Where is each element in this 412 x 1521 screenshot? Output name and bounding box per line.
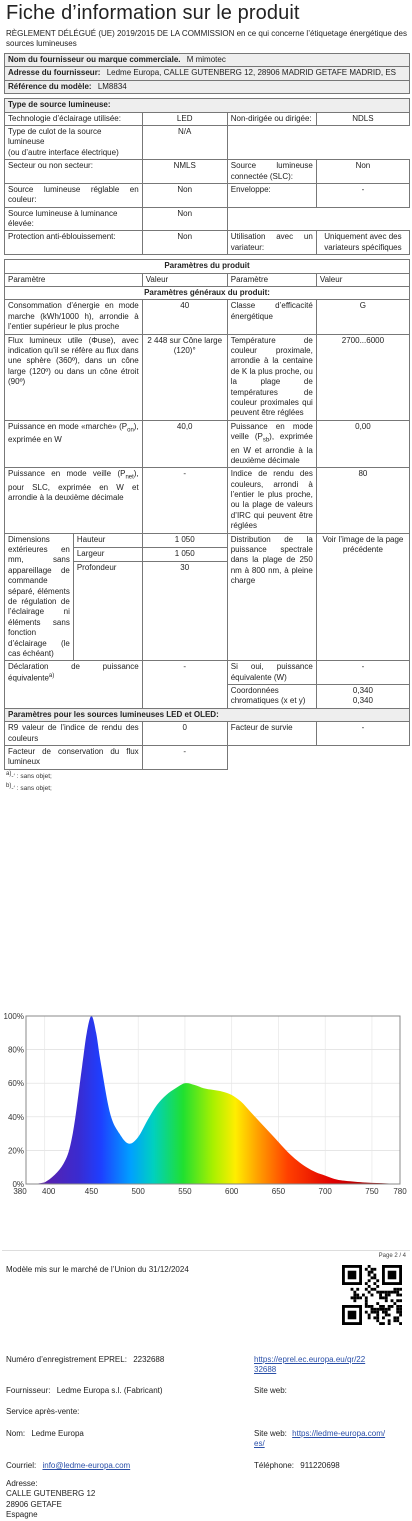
nondir-value: NDLS [316,112,409,125]
width-label: Largeur [73,547,142,561]
footnote-b: $^{b)}$-‘ : sans objet; [6,782,52,793]
params-heading: Paramètres du produit [5,260,410,273]
x-tick-label: 400 [42,1187,56,1196]
col-value-1: Valeur [142,273,227,286]
tech-label: Technologie d’éclairage utilisée: [5,112,143,125]
x-tick-label: 500 [131,1187,145,1196]
color-label: Source lumineuse réglable en couleur: [5,183,143,207]
pon-label: Puissance en mode «marche» $(P_{on})$, exprimée en W [5,420,143,468]
cap-value: N/A [142,125,227,159]
x-tick-labels [13,1187,407,1196]
y-tick-label: 80% [7,1045,24,1055]
x-tick-label: 380 [13,1187,27,1196]
spd-value: Voir l’image de la page précédente [316,533,409,661]
nondir-label: Non-dirigée ou dirigée: [227,112,316,125]
spd-label: Distribution de la puissance spectrale dans la plage de 250 nm à 800 nm, à pleine charge [227,533,316,661]
cct-value: 2700...6000 [316,334,409,420]
width-value: 1 050 [142,547,227,561]
r9-value: 0 [142,722,227,746]
x-tick-label: 600 [225,1187,239,1196]
model-ref-value: LM8834 [97,81,127,91]
address-line: Espagne [6,1510,38,1520]
pnet-label: Puissance en mode veille $(P_{net})$, pour SLC, exprimée en W et arrondie à la deuxième décimale [5,468,143,533]
general-params-heading: Paramètres généraux du produit: [5,287,410,300]
y-tick-label: 100% [3,1012,24,1021]
address-line: 28906 GETAFE [6,1499,62,1509]
service-name-label: Nom: [6,1429,26,1438]
height-value: 1 050 [142,533,227,547]
site-label-2: Site web: [254,1429,287,1438]
phone-label: Téléphone: [254,1461,295,1470]
model-ref-row [5,80,410,93]
dimmer-label: Utilisation avec un variateur: [227,231,316,255]
spectrum-svg [0,1010,412,1200]
cap-label: Type de culot de la source lumineuse [8,126,102,147]
x-tick-label: 700 [318,1187,332,1196]
supplier-name-row [5,54,410,67]
email-link[interactable]: info@ledme-europa.com [42,1461,131,1470]
product-info-sheet [4,0,410,795]
equiv-w-label: Si oui, puissance équivalente (W) [227,661,316,685]
equiv-w-value: - [316,661,409,685]
spectrum-area [26,1016,400,1184]
address-line: CALLE GUTENBERG 12 [6,1489,96,1499]
equiv-value: - [142,661,227,709]
email-label: Courriel: [6,1461,37,1470]
depth-label: Profondeur [73,562,142,661]
equiv-label: Déclaration de puissance équivalente$^{a)}$ [5,661,143,709]
col-param-1: Paramètre [5,273,143,286]
pnet-value: - [142,468,227,533]
psb-label: Puissance en mode veille $(P_{sb})$, exprimée en W et arrondie à la deuxième décimale [227,420,316,468]
supplier-value: Ledme Europa s.l. (Fabricant) [56,1386,163,1395]
r9-label: R9 valeur de l’indice de rendu des couleurs [5,722,143,746]
maint-label: Facteur de conservation du flux lumineux [5,746,143,770]
y-tick-label: 0% [12,1180,24,1189]
depth-value: 30 [142,562,227,661]
supplier-address-row [5,67,410,80]
page-number: Page 2 / 4 [378,1253,406,1259]
cri-value: 80 [316,468,409,533]
x-tick-label: 650 [271,1187,286,1196]
x-tick-label: 780 [393,1187,407,1196]
supplier-name-value: M mimotec [186,55,226,64]
energy-label: Consommation d’énergie en mode marche (kWh/1000 h), arrondie à l’entier supérieur le plus proche [5,300,143,334]
y-tick-label: 40% [7,1112,24,1122]
chroma-label: Coordonnées chromatiques (x et y) [227,685,316,709]
spectrum-chart [0,1010,412,1200]
chroma-x: 0,340 [352,686,373,696]
col-value-2: Valeur [316,273,409,286]
y-tick-label: 20% [7,1146,24,1156]
cap-note: (ou d’autre interface électrique) [8,147,119,157]
dimmer-value: Uniquement avec des variateurs spécifiques [316,231,409,255]
y-tick-labels [4,1012,24,1189]
envelope-value: - [316,183,409,207]
service-label: Service après-vente: [6,1407,80,1416]
footnote-a: $^{a)}$-‘ : sans objet; [6,770,52,780]
height-label: Hauteur [73,533,142,547]
cap-label-cell [5,125,143,159]
high-luminance-label: Source lumineuse à luminance élevée: [5,207,143,231]
psb-value: 0,00 [316,420,409,468]
maint-value: - [142,746,227,770]
model-ref-label: Référence du modèle: [8,81,92,91]
x-tick-label: 450 [84,1187,99,1196]
slc-value: Non [316,160,409,184]
site-link[interactable]: https://ledme-europa.com/ es/ [254,1429,386,1449]
eprel-link-block [254,1355,404,1376]
site-row-2 [254,1429,410,1450]
regulation-subtitle: RÈGLEMENT DÉLÉGUÉ (UE) 2019/2015 DE LA COMMISSION en ce qui concerne l’étiquetage énergétique des sources lumineuses [6,29,407,48]
chroma-values [316,685,409,709]
envelope-label: Enveloppe: [227,183,316,207]
high-luminance-value: Non [142,207,227,231]
cct-label: Température de couleur proximale, arrondie à la centaine de K la plus proche, ou la plage de températures de couleur proximales qui peuvent être réglées [227,334,316,420]
survival-label: Facteur de survie [227,722,316,746]
pon-value: 40,0 [142,420,227,468]
flux-value: 2 448 sur Cône large (120)° [142,334,227,420]
tech-value: LED [142,112,227,125]
energy-value: 40 [142,300,227,334]
slc-label: Source lumineuse connectée (SLC): [227,160,316,184]
supplier-table [4,53,410,94]
address-label: Adresse: [6,1479,38,1488]
page-two [2,1250,410,1520]
site-label-1: Site web: [254,1386,287,1395]
eprel-label: Numéro d’enregistrement EPREL: [6,1355,127,1364]
service-name-value: Ledme Europa [31,1429,84,1438]
survival-value: - [316,722,409,746]
glare-value: Non [142,231,227,255]
color-value: Non [142,183,227,207]
x-tick-label: 750 [365,1187,379,1196]
eprel-link[interactable]: https://eprel.ec.europa.eu/qr/22 32688 [254,1355,366,1375]
chroma-y: 0,340 [352,696,373,706]
y-tick-label: 60% [7,1079,24,1089]
market-date: Modèle mis sur le marché de l’Union du 31/12/2024 [6,1265,189,1274]
service-name-row [6,1429,84,1438]
led-params-heading: Paramètres pour les sources lumineuses LED et OLED: [5,708,410,721]
supplier-label: Fournisseur: [6,1386,51,1395]
phone-row [254,1461,340,1470]
page-title: Fiche d’information sur le produit [6,2,300,24]
dims-label: Dimensions extérieures en mm, sans appareillage de commande séparé, éléments de régulation de l’éclairage ni éléments sans fonction d’éclairage (le cas échéant) [5,533,74,661]
email-row [6,1461,130,1470]
qr-code-icon[interactable] [342,1265,402,1325]
eprel-value: 2232688 [133,1355,165,1364]
supplier-name-label: Nom du fournisseur ou marque commerciale. [8,55,181,64]
col-param-2: Paramètre [227,273,316,286]
source-type-heading: Type de source lumineuse: [5,99,410,112]
class-label: Classe d’efficacité énergétique [227,300,316,334]
supplier-address-value: Ledme Europa, CALLE GUTENBERG 12, 28906 MADRID GETAFE MADRID, ES [106,68,396,78]
source-type-table [4,98,410,255]
product-params-table [4,259,410,770]
class-value: G [316,300,409,334]
mains-value: NMLS [142,160,227,184]
glare-label: Protection anti-éblouissement: [5,231,143,255]
flux-label: Flux lumineux utile (Φuse), avec indication qu’il se réfère au flux dans une sphère (360º), dans un cône large (120º) ou dans un cône étroit (90º) [5,334,143,420]
phone-value: 911220698 [300,1461,340,1470]
mains-label: Secteur ou non secteur: [5,160,143,184]
supplier-row [6,1386,163,1395]
eprel-row [6,1355,164,1364]
cri-label: Indice de rendu des couleurs, arrondi à l’entier le plus proche, ou la plage de valeurs d’IRC qui peuvent être réglées [227,468,316,533]
x-tick-label: 550 [178,1187,192,1196]
supplier-address-label: Adresse du fournisseur: [8,68,101,78]
